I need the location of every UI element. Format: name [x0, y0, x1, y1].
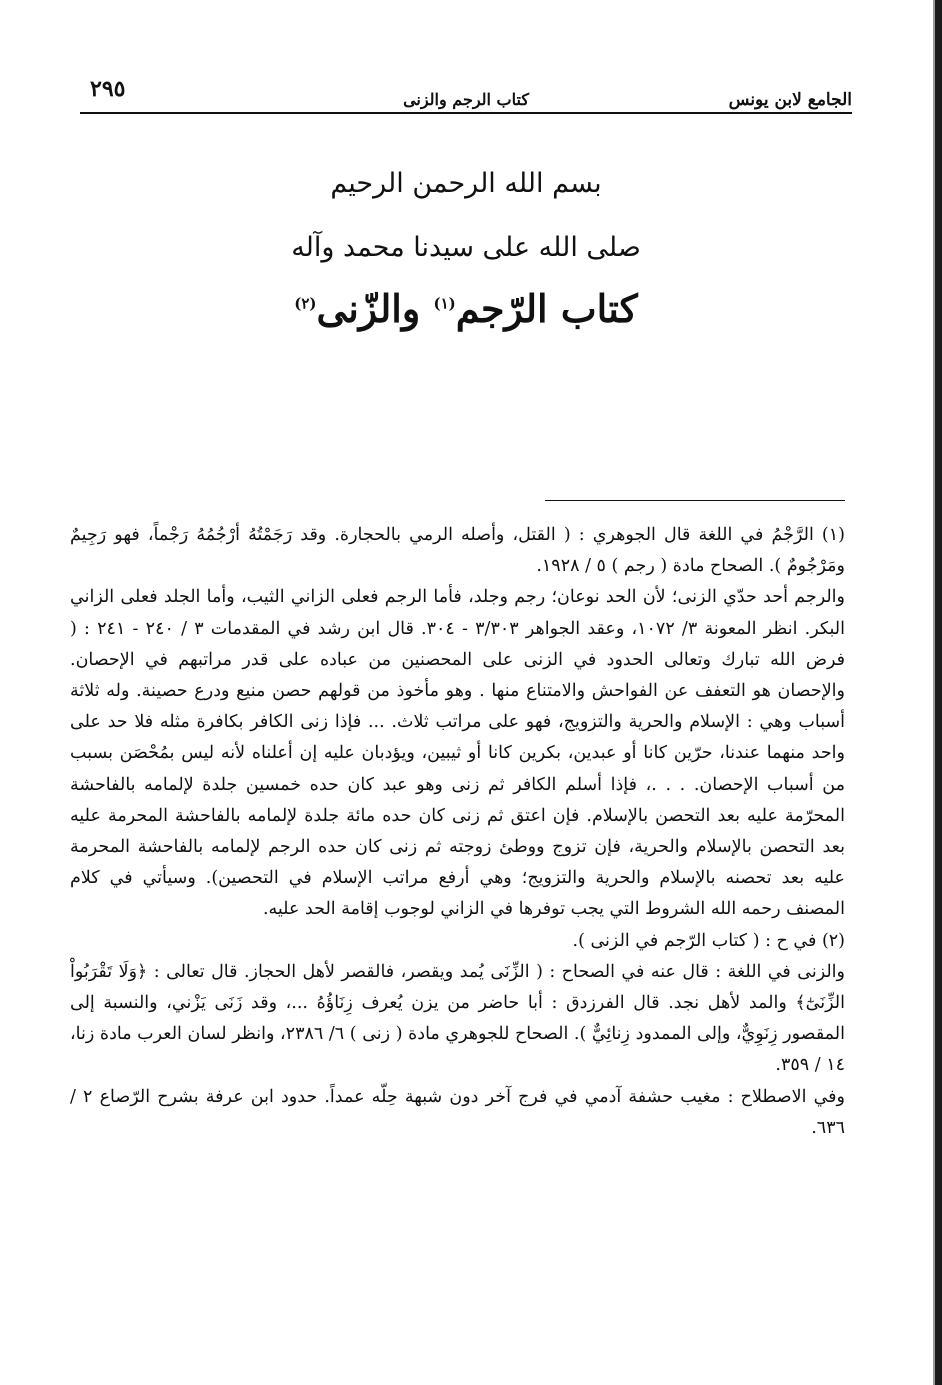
- footnote-2-istilah: [70, 1082, 845, 1144]
- footnote-1-number: (١): [821, 525, 845, 545]
- book-title: [80, 286, 852, 331]
- page-number: ٢٩٥: [90, 76, 126, 102]
- footnote-2-lugha: [70, 957, 845, 1082]
- header-rule: [80, 112, 852, 114]
- header-chapter-title: كتاب الرجم والزنى: [403, 90, 529, 109]
- book-title-part2: والزّنى: [316, 286, 434, 331]
- footnote-separator: [545, 500, 845, 501]
- footnote-2-first: [70, 926, 845, 957]
- book-title-part1: كتاب الرّجم: [455, 286, 638, 331]
- footnote-2-number: (٢): [821, 930, 845, 951]
- footnote-ref-2: (٢): [294, 294, 317, 313]
- footnote-1-body: [70, 582, 845, 925]
- footnote-1-text-hadd: والرجم أحد حدّي الزنى؛ لأن الحد نوعان؛ رجم وجلد، فأما الرجم فعلى الزاني الثيب، وأما الجلد فعلى الزاني البكر. انظر المعونة ٣/ ١٠٧٢، وعقد الجواهر ٣/٣٠٣ - ٣٠٤. قال ابن رشد في المقدمات ٣ / ٢٤٠ - ٢٤١ : ( فرض الله تبارك وتعالى الحدود في الزنى على المحصنين من عباده على قدر مراتبهم في الإحصان. والإحصان هو التعفف عن الفواحش والامتناع منها . وهو مأخوذ من قولهم حصن منيع ودرع حصينة. وله ثلاثة أسباب وهي : الإسلام والحرية والتزويج، فهو على مراتب ثلاث. ... فإذا زنى الكافر بكافرة مثله فلا حد على واحد منهما عندنا، حرّين كانا أو عبدين، بكرين كانا أو ثيبين، ويؤدبان عليه إن أعلناه لأنه ليس بمُحْصَن بسبب من أسباب الإحصان. . . .، فإذا أسلم الكافر ثم زنى وهو عبد كان حده خمسين جلدة لإلمامه بالفاحشة المحرّمة عليه بعد التحصن بالإسلام. فإن اعتق ثم زنى كان حده مائة جلدة لإلمامه بالفاحشة المحرمة عليه بعد التحصن بالإسلام والحرية، فإن تزوج ووطئ زوجته ثم زنى كان حده الرجم لإلمامه بالفاحشة المحرمة عليه بعد تحصنه بالإسلام والحرية والتزويج؛ وهي أرفع مراتب الإسلام في التحصين). وسيأتي في كلام المصنف رحمه الله الشروط التي يجب توفرها في الزاني لوجوب إقامة الحد عليه.: [70, 587, 846, 920]
- footnote-ref-1: (١): [433, 294, 456, 313]
- header-book-title: الجامع لابن يونس: [728, 90, 852, 110]
- footnote-2-text-lugha: والزنى في اللغة : قال عنه في الصحاح : ( الزِّنَى يُمد ويقصر، فالقصر لأهل الحجاز. قال تعالى : ﴿وَلَا تَقْرَبُواْ الزِّنَىٰٓ﴾ والمد لأهل نجد. قال الفرزدق : أبا حاضر من يزن يُعرف زِنَاؤُهُ ...، وقد زَنَى يَزْني، والنسبة إلى المقصور زِنَوِيٌّ، وإلى الممدود زِنائِيٌّ ). الصحاح للجوهري مادة ( زنى ) ٦/ ٢٣٨٦، وانظر لسان العرب مادة زنا، ١٤ / ٣٥٩.: [70, 961, 845, 1076]
- footnotes: [70, 520, 845, 1144]
- footnote-1-first: [70, 520, 845, 582]
- footnote-2-text-variant: في ح : ( كتاب الرّجم في الزنى ).: [572, 930, 817, 951]
- running-header: [80, 76, 852, 112]
- footnote-1-text-lugha: الرَّجْمُ في اللغة قال الجوهري : ( القتل، وأصله الرمي بالحجارة. وقد رَجَمْتُهُ أرْجُمُهُ رَجْماً، فهو رَجِيمٌ ومَرْجُومٌ ). الصحاح مادة ( رجم ) ٥ / ١٩٢٨.: [70, 525, 845, 577]
- footnote-2-text-istilah: وفي الاصطلاح : مغيب حشفة آدمي في فرج آخر دون شبهة حِلّه عمداً. حدود ابن عرفة بشرح الرّصاع ٢ / ٦٣٦.: [70, 1086, 845, 1138]
- scan-edge-shadow: [933, 0, 935, 1385]
- scan-edge: [935, 0, 942, 1385]
- basmala: بسم الله الرحمن الرحيم: [330, 168, 602, 199]
- salawat: صلى الله على سيدنا محمد وآله: [291, 232, 641, 263]
